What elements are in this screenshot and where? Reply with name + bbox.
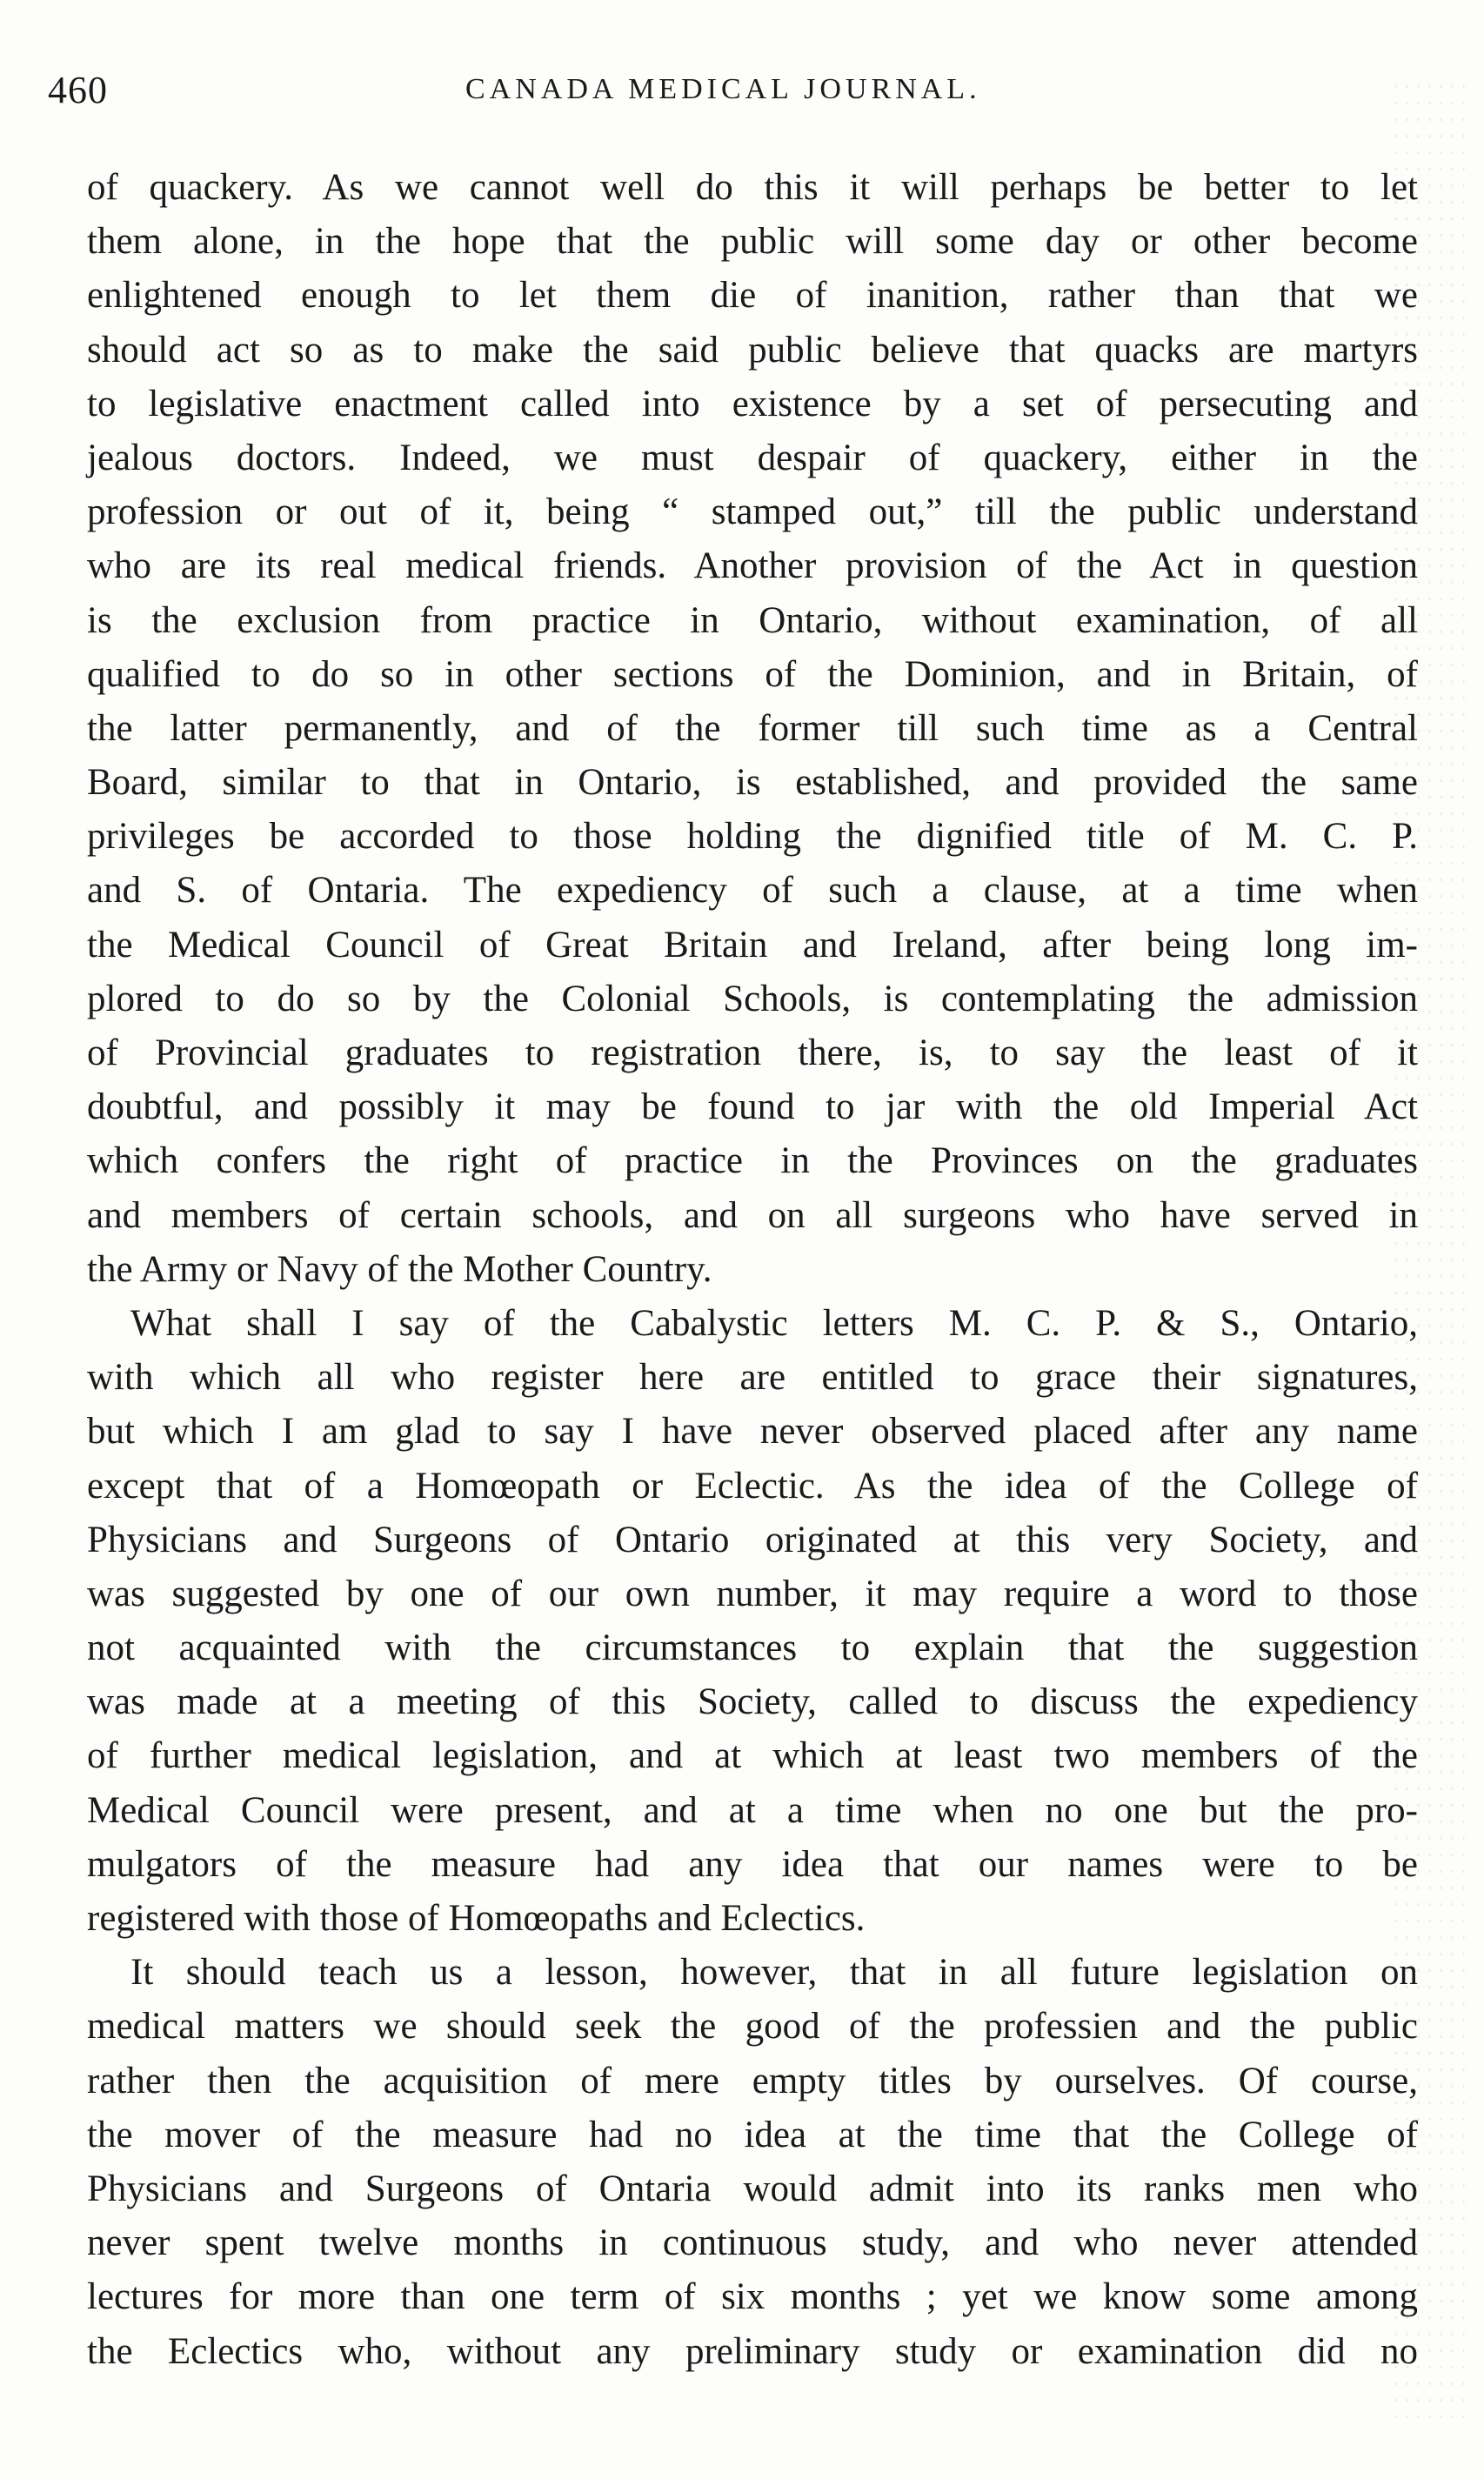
text-line: qualified to do so in other sections of the Dominion, and in Britain, of <box>87 653 1418 695</box>
running-head <box>48 68 1405 120</box>
text-line: except that of a Homœopath or Eclectic. As the idea of the College of <box>87 1465 1418 1507</box>
text-line: Physicians and Surgeons of Ontario originated at this very Society, and <box>87 1519 1418 1560</box>
text-line: them alone, in the hope that the public will some day or other become <box>87 221 1418 263</box>
paragraph-2 <box>87 1297 1418 1946</box>
text-line: Physicians and Surgeons of Ontaria would admit into its ranks men who <box>87 2168 1418 2209</box>
text-line: the Eclectics who, without any preliminary study or examination did no <box>87 2330 1418 2372</box>
paragraph-1 <box>87 161 1418 1297</box>
text-line: Board, similar to that in Ontario, is established, and provided the same <box>87 762 1418 804</box>
text-line: to legislative enactment called into existence by a set of persecuting and <box>87 383 1418 424</box>
text-line: the latter permanently, and of the former till such time as a Central <box>87 707 1418 749</box>
text-line: enlightened enough to let them die of inanition, rather than that we <box>87 275 1418 317</box>
text-line: profession or out of it, being “ stamped out,” till the public understand <box>87 491 1418 533</box>
text-line: and S. of Ontaria. The expediency of such a clause, at a time when <box>87 870 1418 912</box>
text-line: is the exclusion from practice in Ontario, without examination, of all <box>87 599 1418 641</box>
paragraph-3 <box>87 1946 1418 2379</box>
text-line: not acquainted with the circumstances to explain that the suggestion <box>87 1627 1418 1669</box>
text-line: of quackery. As we cannot well do this it will perhaps be better to let <box>87 167 1418 208</box>
text-line: of further medical legislation, and at which at least two members of the <box>87 1735 1418 1777</box>
text-line: plored to do so by the Colonial Schools, is contemplating the admission <box>87 978 1418 1019</box>
text-line: should act so as to make the said public believe that quacks are martyrs <box>87 329 1418 371</box>
text-line: lectures for more than one term of six months ; yet we know some among <box>87 2276 1418 2318</box>
text-line: doubtful, and possibly it may be found to jar with the old Imperial Act <box>87 1086 1418 1128</box>
text-line: and members of certain schools, and on all surgeons who have served in <box>87 1194 1418 1236</box>
article-body <box>87 161 1418 2379</box>
journal-title: CANADA MEDICAL JOURNAL. <box>465 73 981 105</box>
text-line: privileges be accorded to those holding the dignified title of M. C. P. <box>87 816 1418 858</box>
text-line: What shall I say of the Cabalystic letters M. C. P. & S., Ontario, <box>130 1302 1418 1344</box>
text-line: jealous doctors. Indeed, we must despair of quackery, either in the <box>87 437 1418 478</box>
text-line: of Provincial graduates to registration there, is, to say the least of it <box>87 1032 1418 1073</box>
text-line: rather then the acquisition of mere empty titles by ourselves. Of course, <box>87 2060 1418 2101</box>
text-line: which confers the right of practice in the Provinces on the graduates <box>87 1140 1418 1182</box>
text-line: who are its real medical friends. Another provision of the Act in question <box>87 545 1418 587</box>
text-line: but which I am glad to say I have never observed placed after any name <box>87 1411 1418 1453</box>
text-line: never spent twelve months in continuous study, and who never attended <box>87 2222 1418 2264</box>
text-line: with which all who register here are entitled to grace their signatures, <box>87 1357 1418 1399</box>
text-line: the Army or Navy of the Mother Country. <box>87 1248 712 1290</box>
text-line: mulgators of the measure had any idea that our names were to be <box>87 1843 1418 1885</box>
text-line: the mover of the measure had no idea at the time that the College of <box>87 2114 1418 2155</box>
text-line: registered with those of Homœopaths and Eclectics. <box>87 1898 866 1939</box>
text-line: was made at a meeting of this Society, called to discuss the expediency <box>87 1681 1418 1723</box>
page-number: 460 <box>48 69 108 111</box>
text-line: was suggested by one of our own number, it may require a word to those <box>87 1573 1418 1614</box>
text-line: Medical Council were present, and at a time when no one but the pro- <box>87 1789 1418 1831</box>
text-line: the Medical Council of Great Britain and Ireland, after being long im- <box>87 924 1418 966</box>
text-line: medical matters we should seek the good of the professien and the public <box>87 2006 1418 2048</box>
text-line: It should teach us a lesson, however, that in all future legislation on <box>130 1952 1418 1994</box>
